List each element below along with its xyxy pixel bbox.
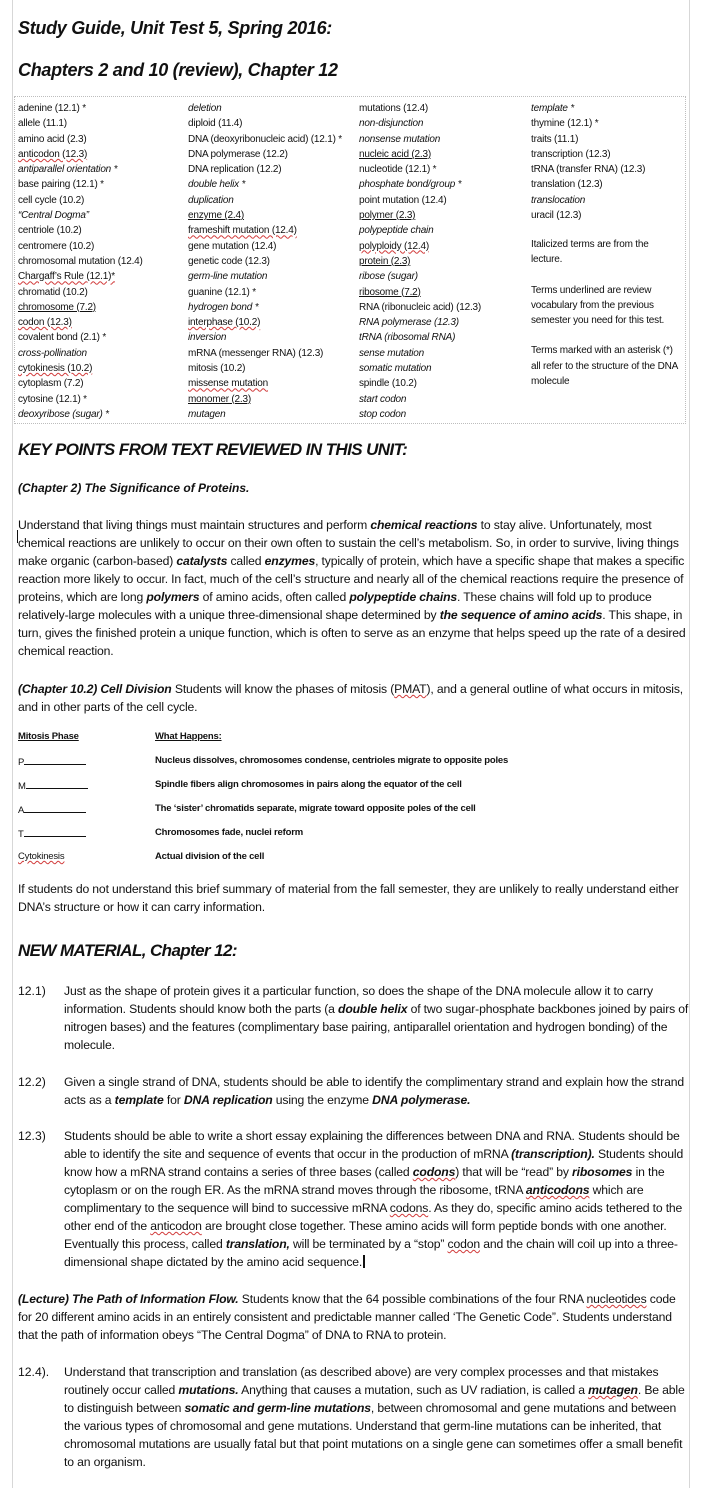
spellcheck-word: anticodon: [150, 1219, 202, 1233]
text-run: ), and a general outline of what occurs in mitosis, and in other parts of the cell cycle.: [18, 682, 684, 714]
vocab-term: anticodon (12.3): [18, 148, 88, 160]
vocab-term: base pairing (12.1) *: [18, 179, 104, 191]
emphasis: mutagen: [588, 1383, 638, 1397]
mitosis-header-row: [18, 731, 678, 745]
mitosis-phase: [18, 779, 88, 792]
vocab-term: sense mutation: [359, 347, 425, 359]
emphasis: catalysts: [176, 554, 228, 568]
text-run: Anything that causes a mutation, such as UV radiation, is called a: [238, 1383, 589, 1397]
vocab-term: cytokinesis (10.2): [18, 363, 93, 375]
vocab-term: uracil (12.3): [531, 210, 582, 222]
new-material-heading: NEW MATERIAL, Chapter 12:: [18, 941, 237, 960]
vocab-term: non-disjunction: [359, 118, 424, 130]
text-run: of two sugar-phosphate backbones joined by pairs of nitrogen bases) and the features (complimentary base pairing, antiparallel orientation and hydrogen bonding) of the molecule.: [64, 1002, 689, 1052]
item-12-4: [18, 1363, 690, 1471]
vocab-term: chromosome (7.2): [18, 301, 96, 313]
item-number: 12.2): [18, 1075, 46, 1089]
vocab-term: chromosomal mutation (12.4): [18, 255, 143, 267]
vocab-term: amino acid (2.3): [18, 133, 87, 145]
vocab-term: mRNA (messenger RNA) (12.3): [188, 347, 324, 359]
vocab-term: diploid (11.4): [188, 118, 243, 130]
mitosis-row: [18, 755, 678, 769]
emphasis: mutations.: [178, 1383, 239, 1397]
vocab-term: DNA replication (12.2): [188, 164, 282, 176]
vocab-term: template *: [531, 103, 575, 114]
emphasis: (Lecture) The Path of Information Flow.: [18, 1292, 239, 1306]
chapter2-paragraph: [18, 516, 690, 660]
vocab-term: mutagen: [188, 408, 226, 420]
vocab-term: mitosis (10.2): [188, 363, 246, 375]
item-12-1: [18, 982, 690, 1054]
text-run: Just as the shape of protein gives it a particular function, so does the shape of the DNA molecule allow it to carry information. Students should know both the parts (a: [64, 984, 653, 1016]
vocab-term: nonsense mutation: [359, 133, 441, 145]
emphasis: template: [114, 1093, 164, 1107]
text-run: Students know that the 64 possible combinations of the four RNA: [238, 1292, 587, 1306]
vocab-term: gene mutation (12.4): [188, 240, 277, 252]
emphasis: translation,: [225, 1237, 290, 1251]
text-run: which are complimentary to the sequence will bind to successive mRNA: [64, 1183, 644, 1215]
vocab-term: RNA (ribonucleic acid) (12.3): [359, 301, 482, 313]
vocab-term: transcription (12.3): [531, 148, 611, 160]
vocab-term: adenine (12.1) *: [18, 103, 86, 114]
emphasis: polymers: [146, 590, 200, 604]
item-text: [64, 1127, 690, 1271]
text-run: Understand that transcription and translation (as described above) are very complex processes and that mistakes routinely occur called: [64, 1365, 659, 1397]
vocab-term: tRNA (ribosomal RNA): [359, 332, 456, 344]
vocab-term: deoxyribose (sugar) *: [18, 408, 109, 420]
what-happens-header: What Happens:: [155, 731, 222, 742]
text-run: Students should be able to write a short essay explaining the differences between DNA and RNA. Students should be able to identify the site and sequence of events that occur in the production of mRNA: [64, 1129, 680, 1161]
emphasis: enzymes: [264, 554, 316, 568]
text-run: in the cytoplasm or on the rough ER. As the mRNA strand moves through the ribosome, tRNA: [64, 1165, 665, 1197]
emphasis: (transcription).: [511, 1147, 595, 1161]
vocab-term: interphase (10.2): [188, 317, 261, 329]
emphasis: ribosomes: [572, 1165, 633, 1179]
text-run: , between chromosomal and gene mutations and between the various types of chromosomal and gene mutations. Understand that germ-line mutations can be inherited, that chromosomal mutations are usually fatal but that point mutations on a single gene can sometimes offer a small benefit to an organism.: [64, 1401, 683, 1469]
mitosis-description: Nucleus dissolves, chromosomes condense, centrioles migrate to opposite poles: [155, 755, 509, 766]
vocab-term: “Central Dogma”: [18, 210, 89, 222]
text-run: . Be able to distinguish between: [64, 1383, 685, 1415]
chapter2-heading: (Chapter 2) The Significance of Proteins.: [18, 481, 250, 495]
emphasis: DNA replication: [183, 1093, 273, 1107]
text-run: Understand that living things must maintain structures and perform: [18, 518, 371, 532]
text-run: code for 20 different amino acids in an entirely consistent and predictable manner called ‘The Genetic Code”. Students understand that the path of information obeys “The Central Dogma” of DNA to RNA to protein.: [18, 1292, 676, 1342]
emphasis: anticodons: [525, 1183, 590, 1197]
text-run: , typically of protein, which have a specific shape that makes a specific reaction more likely to occur. In fact, much of the cell’s structure and nearly all of the chemical reactions require the presence of proteins, which are long: [18, 554, 685, 604]
emphasis: chemical reactions: [370, 518, 478, 532]
vocab-term: missense mutation: [188, 378, 268, 390]
vocab-term: deletion: [188, 103, 222, 114]
vocab-term: frameshift mutation (12.4): [188, 225, 297, 237]
vocab-term: mutations (12.4): [359, 103, 429, 114]
vocab-term: DNA polymerase (12.2): [188, 148, 288, 160]
vocab-term: hydrogen bond *: [188, 301, 259, 313]
vocab-term: translocation: [531, 194, 586, 206]
fill-in-blank: [26, 779, 88, 789]
vocab-term: ribosome (7.2): [359, 286, 421, 298]
spellcheck-word: nucleotides: [586, 1292, 647, 1306]
vocab-term: antiparallel orientation *: [18, 164, 118, 176]
vocab-term: traits (11.1): [531, 133, 579, 145]
vocab-term: duplication: [188, 194, 234, 206]
text-run: ) that will be “read” by: [455, 1165, 573, 1179]
vocab-term: centriole (10.2): [18, 225, 82, 237]
vocab-term: ribose (sugar): [359, 271, 418, 283]
emphasis: codons: [412, 1165, 456, 1179]
vocab-term: cytoplasm (7.2): [18, 378, 84, 390]
vocab-term: nucleic acid (2.3): [359, 148, 431, 160]
vocab-term: germ-line mutation: [188, 271, 268, 283]
vocab-column-2: [188, 101, 342, 422]
closing-paragraph: If students do not understand this brief summary of material from the fall semester, they are unlikely to really understand either DNA’s structure or how it can carry information.: [18, 882, 679, 914]
vocab-term: allele (11.1): [18, 118, 67, 130]
text-run: called: [227, 554, 265, 568]
vocab-term: point mutation (12.4): [359, 194, 447, 206]
chapter10-paragraph: [18, 680, 690, 716]
mitosis-phase: [18, 803, 86, 816]
vocabulary-table: [14, 96, 686, 424]
vocab-term: covalent bond (2.1) *: [18, 332, 107, 344]
text-run: using the enzyme: [272, 1093, 373, 1107]
mitosis-description: Spindle fibers align chromosomes in pairs along the equator of the cell: [155, 779, 462, 790]
spellcheck-word: codons: [389, 1201, 429, 1215]
spellcheck-word: PMAT: [394, 682, 427, 696]
mitosis-description: Chromosomes fade, nuclei reform: [155, 827, 303, 838]
spellcheck-word: codon: [447, 1237, 480, 1251]
vocab-column-1: [18, 101, 143, 422]
vocab-column-3: [359, 101, 481, 422]
emphasis: (Chapter 10.2) Cell Division: [18, 682, 172, 696]
vocab-term: cell cycle (10.2): [18, 194, 85, 206]
text-run: are brought close together. These amino acids will form peptide bonds with one another. Eventually this process, called: [64, 1219, 667, 1251]
vocab-term: Chargaff’s Rule (12.1)*: [18, 271, 115, 283]
vocab-term: spindle (10.2): [359, 378, 417, 390]
fill-in-blank: [24, 827, 86, 837]
text-run: . This shape, in turn, gives the finished protein a unique function, which is often to serve as an enzyme that helps speed up the rate of a desired chemical reaction.: [18, 608, 686, 658]
vocab-term: phosphate bond/group *: [359, 179, 462, 191]
vocab-term: RNA polymerase (12.3): [359, 317, 459, 329]
text-run: . As they do, specific amino acids tethered to the other end of the: [64, 1201, 683, 1233]
vocab-notes: [531, 237, 681, 389]
vocab-term: DNA (deoxyribonucleic acid) (12.1) *: [188, 133, 342, 145]
text-run: will be terminated by a “stop”: [289, 1237, 448, 1251]
emphasis: polypeptide chains: [349, 590, 458, 604]
vocab-term: centromere (10.2): [18, 240, 95, 252]
item-number: 12.1): [18, 984, 46, 998]
vocab-column-4: [531, 101, 645, 223]
mitosis-description: The ‘sister’ chromatids separate, migrate toward opposite poles of the cell: [155, 803, 476, 814]
mitosis-row: [18, 851, 678, 865]
page-title: Study Guide, Unit Test 5, Spring 2016:: [18, 18, 332, 38]
text-run: of amino acids, often called: [199, 590, 350, 604]
vocab-term: protein (2.3): [359, 255, 411, 267]
mitosis-table: [18, 731, 678, 871]
mitosis-phase: [18, 827, 86, 840]
vocab-term: tRNA (transfer RNA) (12.3): [531, 164, 646, 176]
vocab-term: genetic code (12.3): [188, 255, 270, 267]
phase-letter: T: [18, 829, 24, 840]
item-12-3: [18, 1127, 690, 1272]
vocab-term: cytosine (12.1) *: [18, 393, 87, 405]
mitosis-phase: [18, 755, 86, 768]
vocab-term: double helix *: [188, 179, 246, 191]
vocab-term: polymer (2.3): [359, 210, 416, 222]
item-text: [64, 1363, 690, 1471]
item-text: [64, 982, 690, 1054]
phase-letter: P: [18, 757, 25, 768]
fill-in-blank: [24, 755, 86, 765]
vocab-term: nucleotide (12.1) *: [359, 164, 437, 176]
text-run: to stay alive. Unfortunately, most chemical reactions are unlikely to occur on their own often to sustain the cell’s metabolism. So, in order to survive, living things make organic (carbon-based): [18, 518, 679, 568]
mitosis-phase-header: Mitosis Phase: [18, 731, 79, 742]
vocab-term: polyploidy (12.4): [359, 240, 429, 252]
vocab-term: start codon: [359, 393, 407, 405]
text-run: Students should know how a mRNA strand contains a series of three bases (called: [64, 1147, 684, 1179]
emphasis: the sequence of amino acids: [439, 608, 603, 622]
mitosis-row: [18, 803, 678, 817]
key-points-heading: KEY POINTS FROM TEXT REVIEWED IN THIS UNIT:: [18, 440, 408, 459]
phase-letter: A: [18, 805, 25, 816]
vocab-term: translation (12.3): [531, 179, 603, 191]
text-run: Students will know the phases of mitosis (: [171, 682, 395, 696]
item-12-2: [18, 1073, 690, 1109]
vocab-term: enzyme (2.4): [188, 210, 244, 222]
mitosis-phase: [18, 851, 64, 862]
text-run: for: [163, 1093, 184, 1107]
vocab-term: chromatid (10.2): [18, 286, 88, 298]
text-run: . These chains will fold up to produce relatively-large molecules with a unique three-dimensional shape determined by: [18, 590, 652, 622]
vocab-term: inversion: [188, 332, 227, 344]
vocab-term: thymine (12.1) *: [531, 118, 599, 130]
vocab-term: cross-pollination: [18, 347, 87, 359]
lecture-information-flow: [18, 1290, 690, 1344]
note-underlined: Terms underlined are review vocabulary from the previous semester you need for this test.: [531, 284, 665, 327]
mitosis-description: Actual division of the cell: [155, 851, 265, 862]
vocab-term: codon (12.3): [18, 317, 72, 329]
vocab-term: stop codon: [359, 408, 406, 420]
emphasis: DNA polymerase.: [372, 1093, 471, 1107]
fill-in-blank: [24, 803, 86, 813]
item-number: 12.4).: [18, 1365, 50, 1379]
item-text: [64, 1073, 690, 1109]
vocab-term: somatic mutation: [359, 363, 432, 375]
mitosis-row: [18, 827, 678, 841]
text-run: and the chain will coil up into a three-dimensional shape dictated by the amino acid sequence.: [64, 1237, 678, 1269]
mitosis-row: [18, 779, 678, 793]
phase-letter: Cytokinesis: [18, 851, 65, 862]
note-asterisk: Terms marked with an asterisk (*) all refer to the structure of the DNA molecule: [531, 345, 678, 388]
text-cursor: [363, 1255, 365, 1268]
emphasis: somatic and germ-line mutations: [184, 1401, 371, 1415]
vocab-term: monomer (2.3): [188, 393, 251, 405]
emphasis: double helix: [338, 1002, 408, 1016]
item-number: 12.3): [18, 1129, 46, 1143]
note-italic: Italicized terms are from the lecture.: [531, 239, 649, 266]
vocab-term: guanine (12.1) *: [188, 286, 256, 298]
page-subtitle: Chapters 2 and 10 (review), Chapter 12: [18, 60, 338, 80]
vocab-term: polypeptide chain: [359, 225, 434, 237]
phase-letter: M: [18, 781, 26, 792]
text-run: Given a single strand of DNA, students should be able to identify the complimentary strand and explain how the strand acts as a: [64, 1075, 684, 1107]
